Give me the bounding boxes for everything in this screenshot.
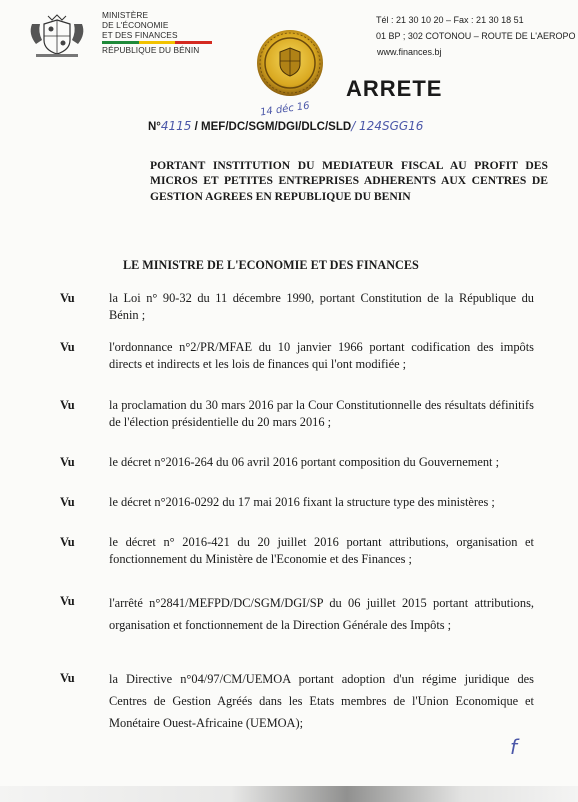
handwritten-initial: f [510,735,518,759]
minister-heading: LE MINISTRE DE L'ECONOMIE ET DES FINANCES [123,258,419,272]
vu-label: Vu [60,535,75,549]
republic-name: RÉPUBLIQUE DU BÉNIN [102,45,200,55]
reference-number [148,119,423,133]
vu-text: le décret n°2016-264 du 06 avril 2016 portant composition du Gouvernement ; [109,455,500,469]
flag-stripe-red [175,41,212,44]
ministry-line-3: ET DES FINANCES [102,30,178,40]
vu-text: la Loi n° 90-32 du 11 décembre 1990, portant Constitution de la République du Bénin ; [109,291,534,322]
official-seal-icon [255,28,325,98]
vu-label: Vu [60,398,75,412]
vu-label: Vu [60,671,75,685]
vu-label: Vu [60,455,75,469]
reference-handwritten-suffix: / 124SGG16 [351,119,424,133]
vu-label: Vu [60,594,75,608]
flag-stripe-yellow [139,41,176,44]
vu-text: le décret n°2016-0292 du 17 mai 2016 fixant la structure type des ministères ; [109,495,495,509]
handwritten-date-note: 14 déc 16 [259,100,311,119]
vu-text: l'arrêté n°2841/MEFPD/DC/SGM/DGI/SP du 06 juillet 2015 portant attributions, organisation et fonctionnement de la Direction Générale des Impôts ; [109,596,534,632]
phone-fax: Tél : 21 30 10 20 – Fax : 21 30 18 51 [376,15,524,25]
scan-shadow [0,786,578,802]
ministry-line-1: MINISTÈRE [102,10,149,20]
reference-code: / MEF/DC/SGM/DGI/DLC/SLD [194,121,352,133]
ministry-header [26,10,226,62]
vu-label: Vu [60,495,75,509]
reference-prefix: N° [148,121,161,133]
flag-stripe-green [102,41,139,44]
document-title: ARRETE [346,76,443,101]
website-link: www.finances.bj [377,47,442,57]
vu-label: Vu [60,291,75,305]
vu-text: le décret n° 2016-421 du 20 juillet 2016 portant attributions, organisation et fonctionnement du Ministère de l'Economie et des Finances ; [109,535,534,566]
vu-text: la proclamation du 30 mars 2016 par la Cour Constitutionnelle des résultats définitifs de l'élection présidentielle du 20 mars 2016 ; [109,398,534,429]
coat-of-arms-icon [26,14,88,58]
ministry-name [102,10,199,55]
flag-stripe [102,41,212,44]
vu-text: la Directive n°04/97/CM/UEMOA portant adoption d'un régime juridique des Centres de Gestion Agréés dans les Etats membres de l'Union Economique et Monétaire Ouest-Africaine (UEMOA); [109,672,534,730]
document-subject: PORTANT INSTITUTION DU MEDIATEUR FISCAL AU PROFIT DES MICROS ET PETITES ENTREPRISES ADHERENTS AUX CENTRES DE GESTION AGREES EN REPUBLIQUE DU BENIN [150,159,548,203]
postal-address: 01 BP ; 302 COTONOU – ROUTE DE L'AEROPO [376,31,576,41]
vu-label: Vu [60,340,75,354]
reference-handwritten-number: 4115 [160,119,192,133]
ministry-line-2: DE L'ÉCONOMIE [102,20,169,30]
contact-info [376,12,575,60]
vu-text: l'ordonnance n°2/PR/MFAE du 10 janvier 1966 portant codification des impôts directs et indirects et les lois de finances qui l'ont modifiée ; [109,340,534,371]
